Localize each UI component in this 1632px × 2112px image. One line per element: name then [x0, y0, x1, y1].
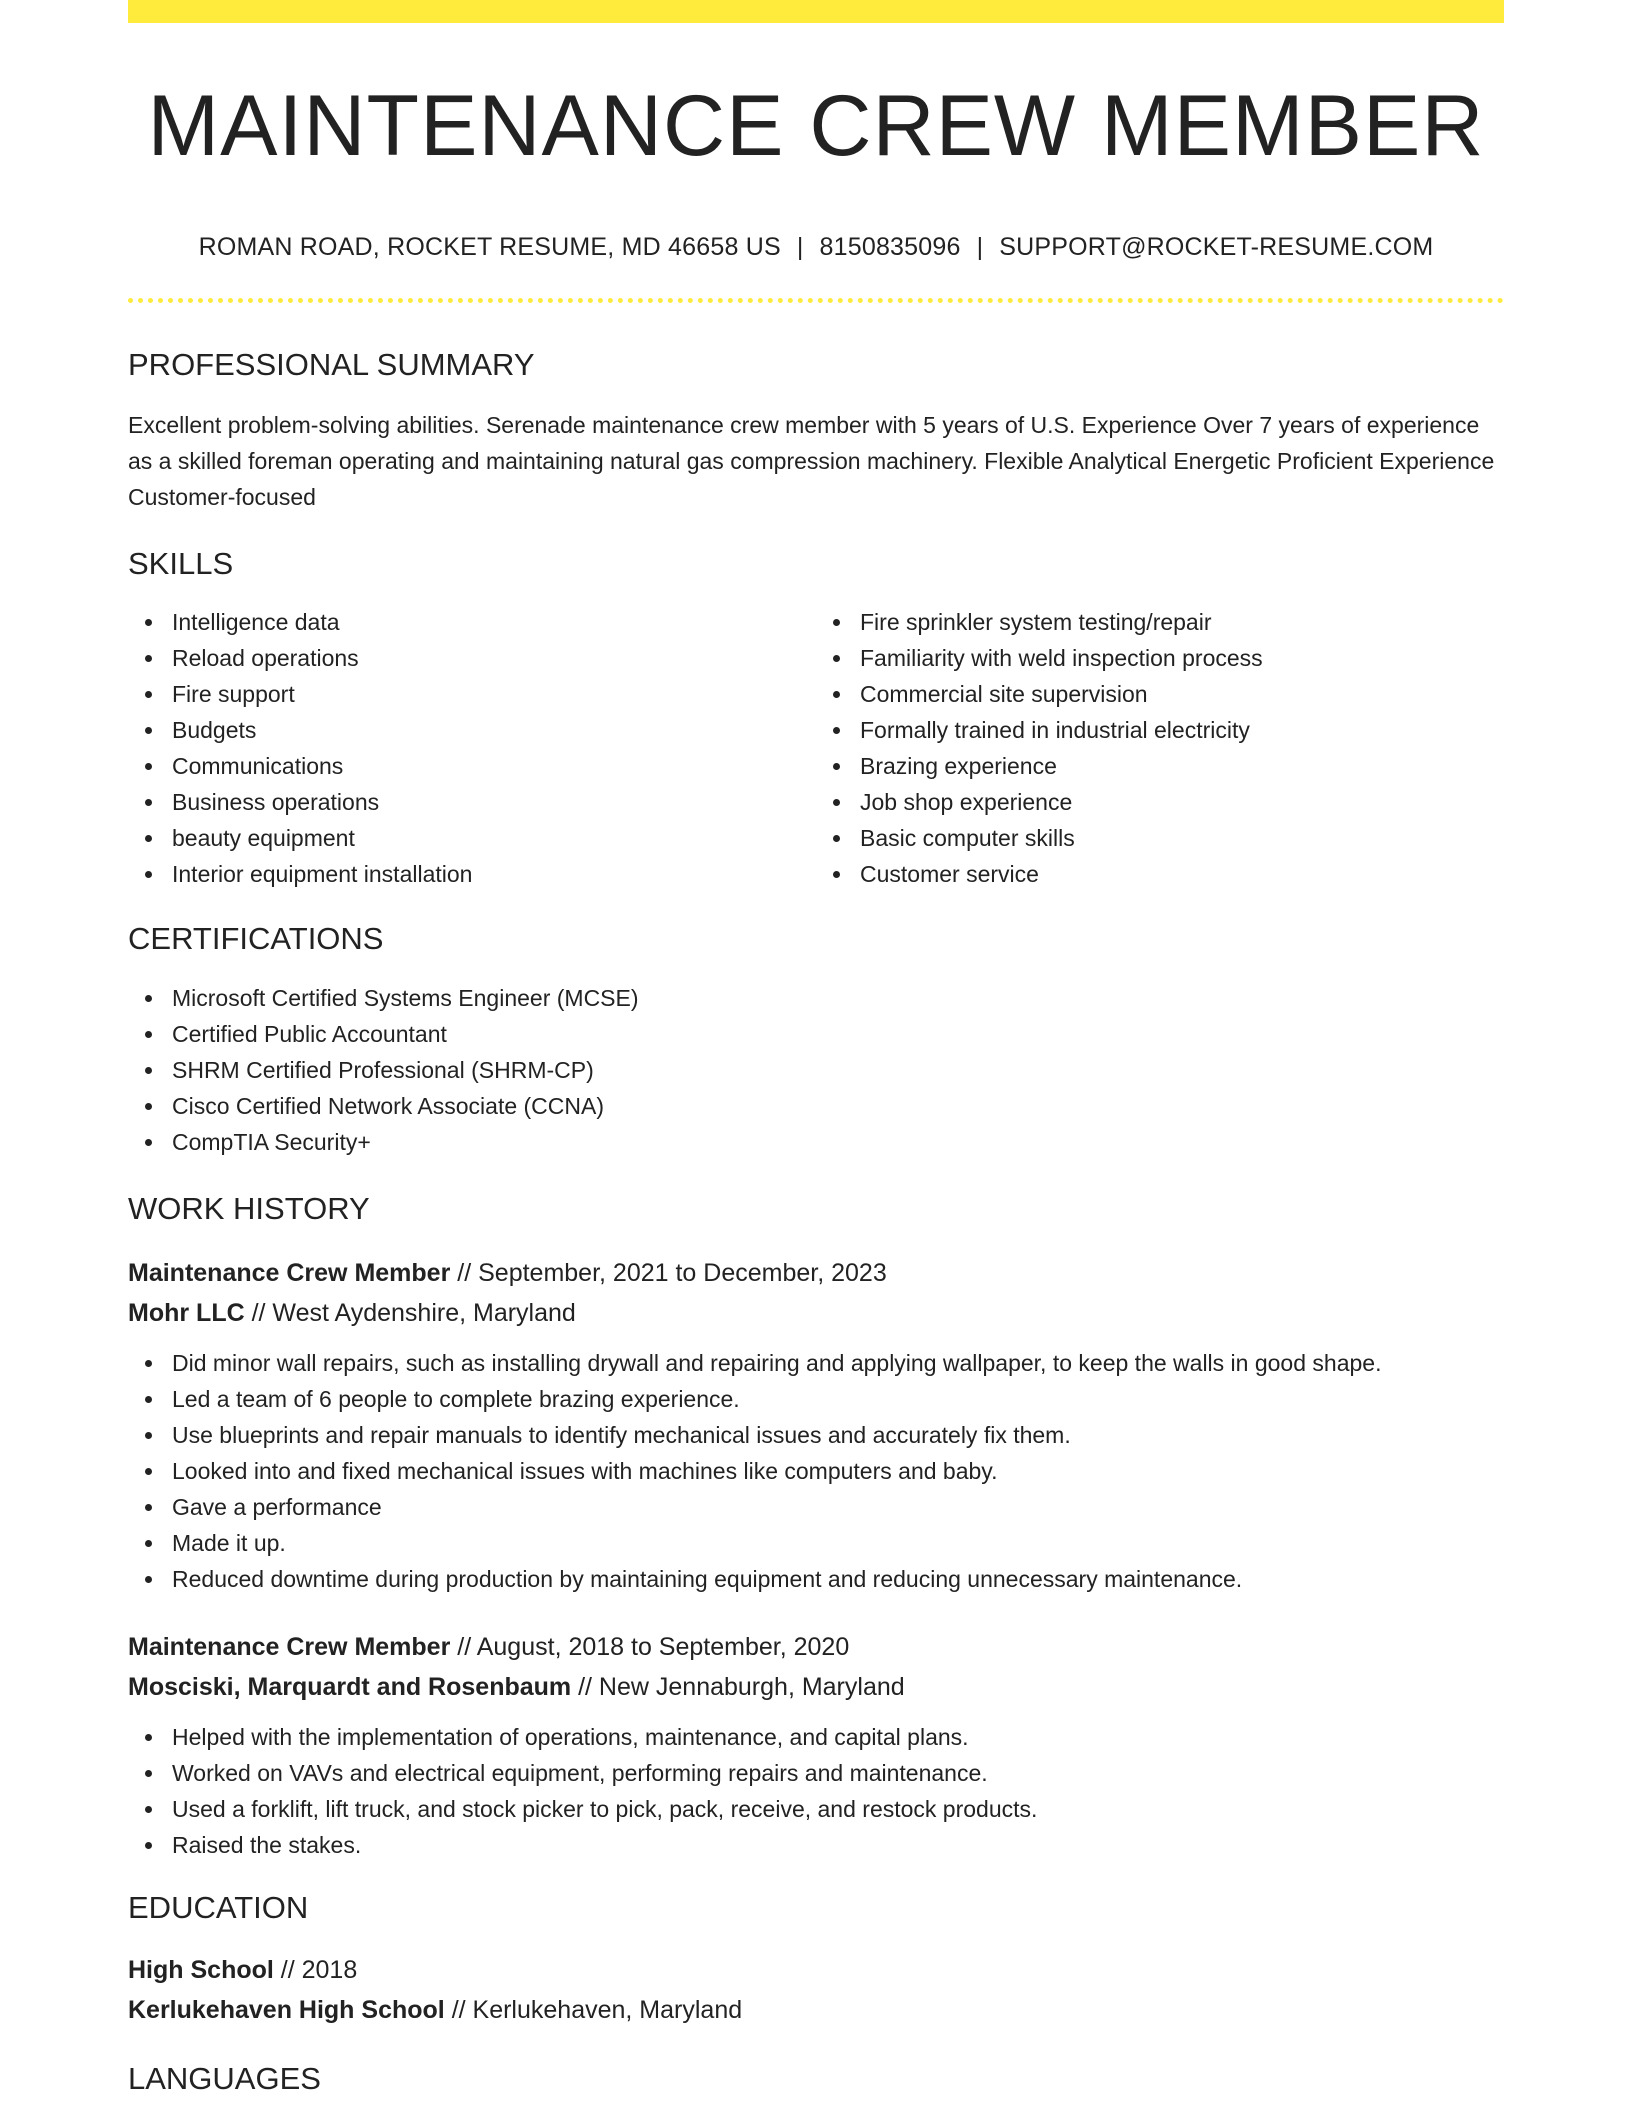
section-title-languages: LANGUAGES: [128, 2060, 321, 2096]
education-degree-line: [128, 1950, 1504, 1990]
list-item: beauty equipment: [172, 820, 816, 856]
job-company-line: [128, 1293, 1504, 1333]
list-item: Looked into and fixed mechanical issues with machines like computers and baby.: [172, 1453, 1504, 1489]
job-role: Maintenance Crew Member: [128, 1258, 451, 1287]
list-item: Gave a performance: [172, 1489, 1504, 1525]
list-item: Business operations: [172, 784, 816, 820]
list-item: SHRM Certified Professional (SHRM-CP): [172, 1052, 1504, 1088]
job-dates: // September, 2021 to December, 2023: [450, 1258, 887, 1287]
list-item: Led a team of 6 people to complete brazing experience.: [172, 1381, 1504, 1417]
education-degree: High School: [128, 1955, 274, 1984]
list-item: CompTIA Security+: [172, 1124, 1504, 1160]
list-item: Made it up.: [172, 1525, 1504, 1561]
resume-name: MAINTENANCE CREW MEMBER: [147, 78, 1485, 174]
contact-separator: |: [976, 233, 984, 261]
job-entry: [128, 1627, 1504, 1863]
list-item: Microsoft Certified Systems Engineer (MCSE): [172, 980, 1504, 1016]
list-item: Fire sprinkler system testing/repair: [860, 604, 1504, 640]
job-bullets: [128, 1719, 1504, 1863]
section-title-certifications: CERTIFICATIONS: [128, 921, 384, 957]
job-location: // West Aydenshire, Maryland: [244, 1298, 576, 1327]
education-school: Kerlukehaven High School: [128, 1995, 445, 2024]
skills-list-left: [128, 604, 816, 892]
job-role: Maintenance Crew Member: [128, 1632, 451, 1661]
list-item: Helped with the implementation of operations, maintenance, and capital plans.: [172, 1719, 1504, 1755]
education-school-line: [128, 1990, 1504, 2030]
section-title-summary: PROFESSIONAL SUMMARY: [128, 347, 535, 382]
list-item: Worked on VAVs and electrical equipment, performing repairs and maintenance.: [172, 1755, 1504, 1791]
contact-address: ROMAN ROAD, ROCKET RESUME, MD 46658 US: [198, 233, 781, 261]
list-item: Communications: [172, 748, 816, 784]
list-item: Used a forklift, lift truck, and stock picker to pick, pack, receive, and restock products.: [172, 1791, 1504, 1827]
list-item: Intelligence data: [172, 604, 816, 640]
list-item: Cisco Certified Network Associate (CCNA): [172, 1088, 1504, 1124]
certifications-list: [128, 980, 1504, 1160]
contact-separator: |: [796, 233, 804, 261]
education-year: // 2018: [273, 1955, 358, 1984]
section-title-education: EDUCATION: [128, 1889, 309, 1925]
list-item: Formally trained in industrial electricity: [860, 712, 1504, 748]
list-item: Certified Public Accountant: [172, 1016, 1504, 1052]
job-bullets: [128, 1345, 1504, 1597]
skills-columns: [128, 604, 1504, 892]
contact-email: SUPPORT@ROCKET-RESUME.COM: [999, 233, 1434, 261]
list-item: Commercial site supervision: [860, 676, 1504, 712]
contact-line: [128, 233, 1504, 262]
contact-phone: 8150835096: [819, 233, 961, 261]
section-title-work-history: WORK HISTORY: [128, 1190, 370, 1226]
job-role-line: [128, 1627, 1504, 1667]
skills-list-right: [816, 604, 1504, 892]
education-location: // Kerlukehaven, Maryland: [444, 1995, 743, 2024]
job-company-line: [128, 1667, 1504, 1707]
list-item: Fire support: [172, 676, 816, 712]
job-location: // New Jennaburgh, Maryland: [571, 1672, 905, 1701]
list-item: Brazing experience: [860, 748, 1504, 784]
list-item: Reduced downtime during production by maintaining equipment and reducing unnecessary maintenance.: [172, 1561, 1504, 1597]
list-item: Customer service: [860, 856, 1504, 892]
list-item: Interior equipment installation: [172, 856, 816, 892]
section-title-skills: SKILLS: [128, 546, 234, 582]
list-item: Basic computer skills: [860, 820, 1504, 856]
list-item: Raised the stakes.: [172, 1827, 1504, 1863]
job-dates: // August, 2018 to September, 2020: [450, 1632, 850, 1661]
list-item: Reload operations: [172, 640, 816, 676]
list-item: Familiarity with weld inspection process: [860, 640, 1504, 676]
education-entry: [128, 1950, 1504, 2030]
job-role-line: [128, 1253, 1504, 1293]
list-item: Budgets: [172, 712, 816, 748]
list-item: Job shop experience: [860, 784, 1504, 820]
top-accent-bar: [128, 0, 1504, 23]
summary-text: Excellent problem-solving abilities. Serenade maintenance crew member with 5 years of U.S. Experience Over 7 years of experience as a skilled foreman operating and maintaining natural gas compression machinery. Flexible Analytical Energetic Proficient Experience Customer-focused: [128, 412, 1495, 511]
list-item: Use blueprints and repair manuals to identify mechanical issues and accurately fix them.: [172, 1417, 1504, 1453]
job-company: Mosciski, Marquardt and Rosenbaum: [128, 1672, 572, 1701]
resume-page: [128, 0, 1504, 2097]
dotted-divider: [128, 298, 1504, 303]
job-entry: [128, 1253, 1504, 1597]
list-item: Did minor wall repairs, such as installing drywall and repairing and applying wallpaper, to keep the walls in good shape.: [172, 1345, 1504, 1381]
job-company: Mohr LLC: [128, 1298, 245, 1327]
